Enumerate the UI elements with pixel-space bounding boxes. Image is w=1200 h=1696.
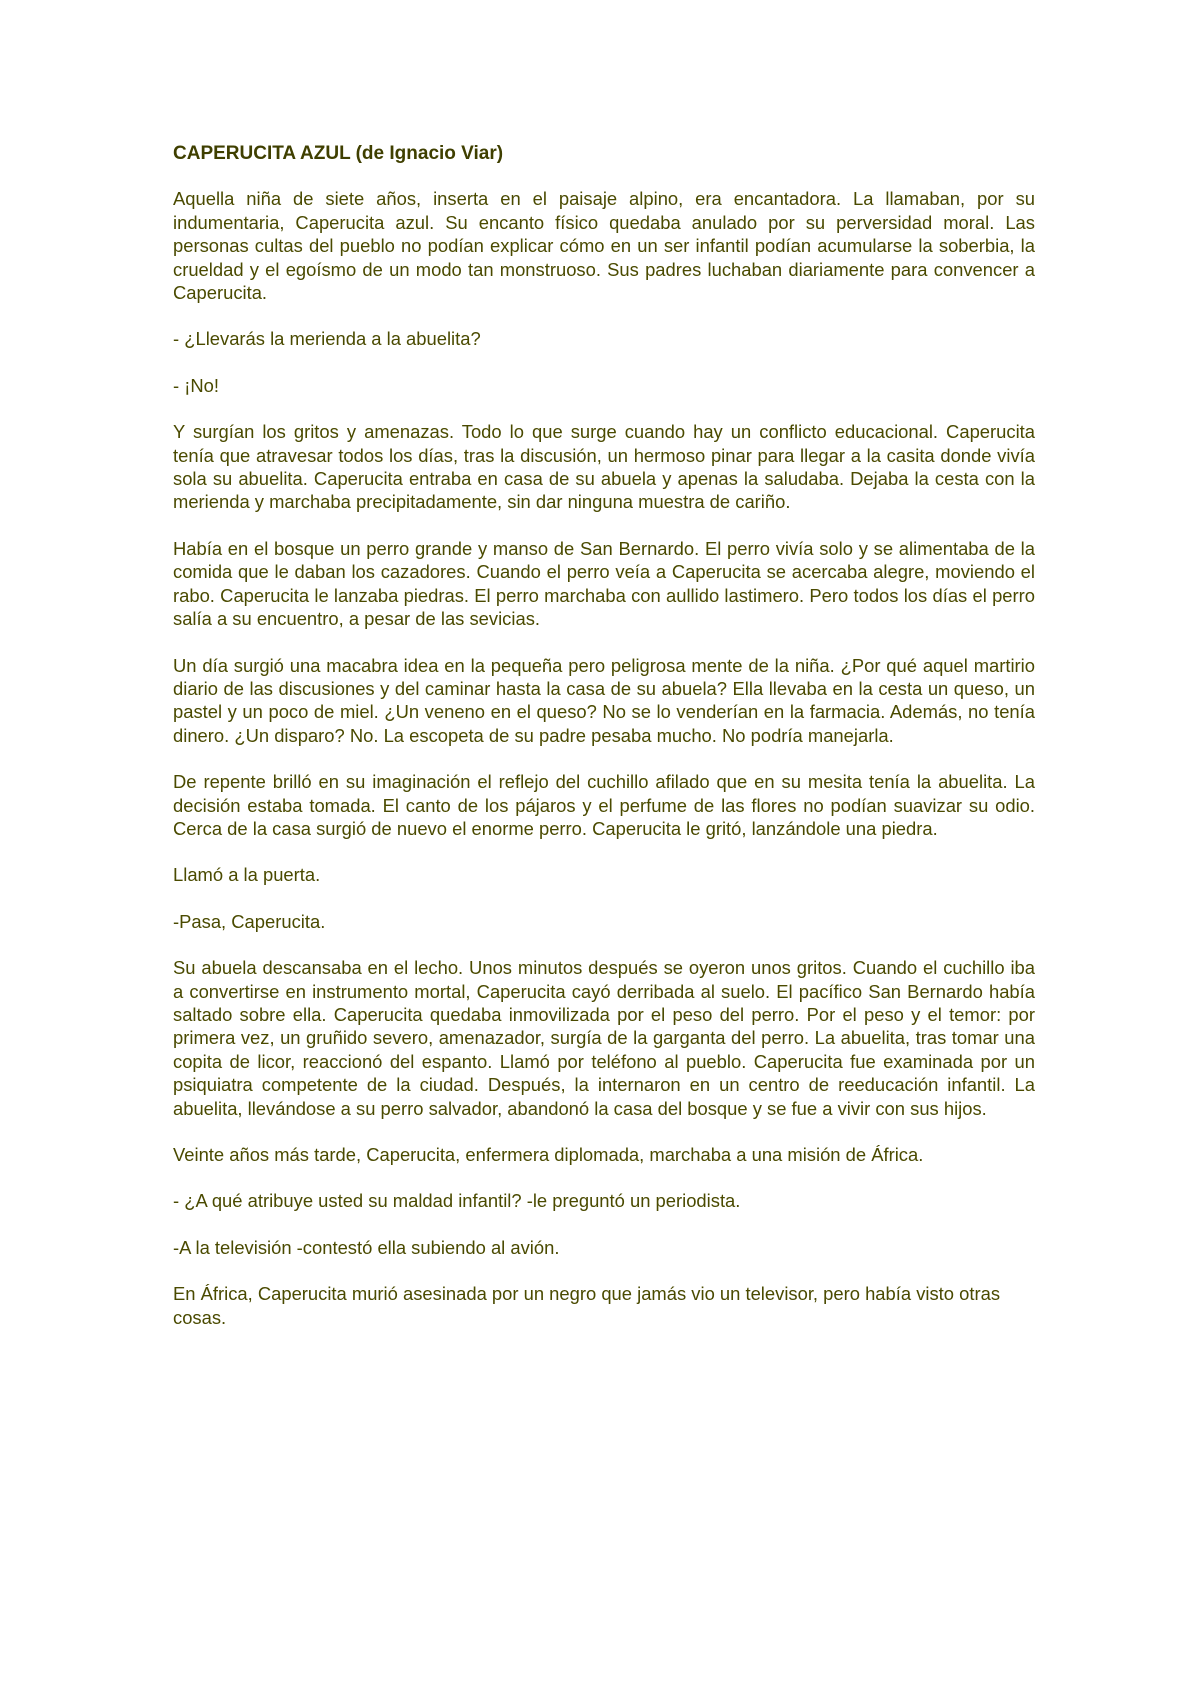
dialogue-line-4: -Pasa, Caperucita. <box>173 910 326 932</box>
paragraph-4: Un día surgió una macabra idea en la pequeña pero peligrosa mente de la niña. ¿Por qué aquel martirio diario de las discusiones y del caminar hasta la casa de su abuela? Ella llevaba en la cesta un queso, un pastel y un poco de miel. ¿Un veneno en el queso? No se lo venderían en la farmacia. Además, no tenía dinero. ¿Un disparo? No. La escopeta de su padre pesaba mucho. No podría manejarla. <box>173 654 1035 746</box>
paragraph-5: De repente brilló en su imaginación el reflejo del cuchillo afilado que en su mesita tenía la abuelita. La decisión estaba tomada. El canto de los pájaros y el perfume de las flores no podían suavizar su odio. Cerca de la casa surgió de nuevo el enorme perro. Caperucita le gritó, lanzándole una piedra. <box>173 771 1035 839</box>
paragraph-1: Aquella niña de siete años, inserta en el paisaje alpino, era encantadora. La llamaban, por su indumentaria, Caperucita azul. Su encanto físico quedaba anulado por su perversidad moral. Las personas cultas del pueblo no podían explicar cómo en un ser infantil podían acumularse la soberbia, la crueldad y el egoísmo de un modo tan monstruoso. Sus padres luchaban diariamente para convencer a Caperucita. <box>173 188 1035 304</box>
dialogue-line-1: - ¿Llevarás la merienda a la abuelita? <box>173 328 481 350</box>
paragraph-2: Y surgían los gritos y amenazas. Todo lo que surge cuando hay un conflicto educacional. Caperucita tenía que atravesar todos los días, tras la discusión, un hermoso pinar para llegar a la casita donde vivía sola su abuelita. Caperucita entraba en casa de su abuela y apenas la saludaba. Dejaba la cesta con la merienda y marchaba precipitadamente, sin dar ninguna muestra de cariño. <box>173 421 1035 513</box>
dialogue-line-2: - ¡No! <box>173 374 219 396</box>
paragraph-8: En África, Caperucita murió asesinada por un negro que jamás vio un televisor, pero había visto otras cosas. <box>173 1283 1001 1328</box>
dialogue-line-6: -A la televisión -contestó ella subiendo al avión. <box>173 1236 560 1258</box>
paragraph-7: Veinte años más tarde, Caperucita, enfermera diplomada, marchaba a una misión de África. <box>173 1144 924 1165</box>
document-title: CAPERUCITA AZUL (de Ignacio Viar) <box>173 143 504 164</box>
paragraph-6: Su abuela descansaba en el lecho. Unos minutos después se oyeron unos gritos. Cuando el cuchillo iba a convertirse en instrumento mortal, Caperucita cayó derribada al suelo. El pacífico San Bernardo había saltado sobre ella. Caperucita quedaba inmovilizada por el peso del perro. Por el peso y el temor: por primera vez, un gruñido severo, amenazador, surgía de la garganta del perro. La abuelita, tras tomar una copita de licor, reaccionó del espanto. Llamó por teléfono al pueblo. Caperucita fue examinada por un psiquiatra competente de la ciudad. Después, la internaron en un centro de reeducación infantil. La abuelita, llevándose a su perro salvador, abandonó la casa del bosque y se fue a vivir con sus hijos. <box>173 957 1035 1119</box>
document-page <box>173 142 1035 1352</box>
dialogue-line-3: Llamó a la puerta. <box>173 864 321 886</box>
paragraph-3: Había en el bosque un perro grande y manso de San Bernardo. El perro vivía solo y se alimentaba de la comida que le daban los cazadores. Cuando el perro veía a Caperucita se acercaba alegre, moviendo el rabo. Caperucita le lanzaba piedras. El perro marchaba con aullido lastimero. Pero todos los días el perro salía a su encuentro, a pesar de las sevicias. <box>173 537 1035 630</box>
dialogue-line-5: - ¿A qué atribuye usted su maldad infantil? -le preguntó un periodista. <box>173 1190 741 1212</box>
